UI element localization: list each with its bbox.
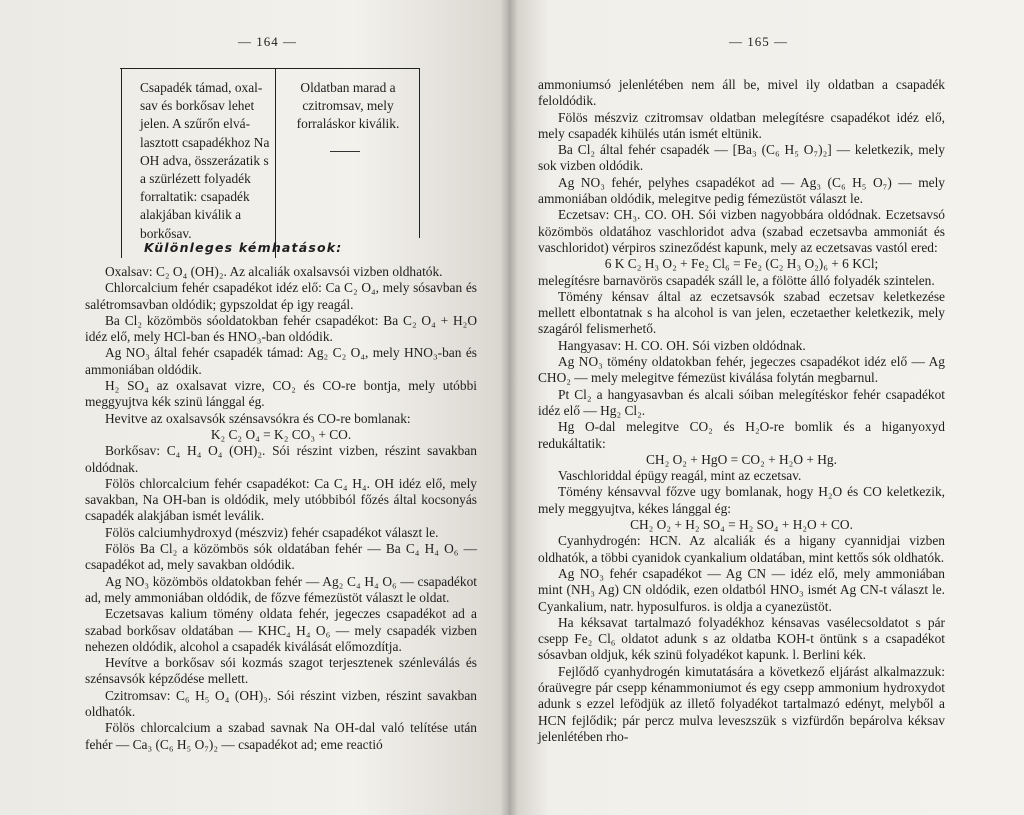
paragraph: Eczetsavas kalium tömény oldata fehér, jegeczes csapadékot ad a szabad borkősav oldatában — KHC₄ H₄ O₆ — mely csapadék vizben nehezen oldódik, alcohol a csapadék kiválását előmozdítja.: [85, 606, 477, 654]
paragraph: Fölös mészviz czitromsav oldatban melegítésre csapadékot idéz elő, mely csapadék kihülés után ismét eltünik.: [538, 109, 945, 141]
paragraph: Eczetsav: CH₃. CO. OH. Sói vizben nagyobbára oldódnak. Eczetsavsó közömbös oldatához vaschloridot adva (szabad eczetsavba ammoniát és vaschloridot) vérpiros szineződést kapunk, mely az eczetsavas vastól ered:: [538, 207, 945, 255]
paragraph: Fölös chlorcalcium a szabad savnak Na OH-dal való telítése után fehér — Ca₃ (C₆ H₅ O₇)₂ — csapadékot ad; eme reactió: [85, 720, 477, 752]
paragraph: Fölös calciumhydroxyd (mészviz) fehér csapadékot választ le.: [105, 524, 439, 540]
paragraph: Ag NO₃ tömény oldatokban fehér, jegeczes csapadékot idéz elő — Ag CHO₂ — mely melegitve fémezüst kiválása folytán megbarnul.: [538, 354, 945, 386]
table-column-divider: [275, 68, 276, 258]
short-divider: [330, 151, 360, 152]
paragraph: Hg O-dal melegitve CO₂ és H₂O-re bomlik és a higanyoxyd redukáltatik:: [538, 419, 945, 451]
paragraph: Pt Cl₂ a hangyasavban és alcali sóiban melegítéskor fehér csapadékot idéz elő — Hg₂ Cl₂.: [538, 386, 945, 418]
right-body-text: [538, 77, 945, 745]
equation: CH₂ O₂ + H₂ SO₄ = H₂ SO₄ + H₂O + CO.: [630, 517, 853, 533]
paragraph: Cyanhydrogén: HCN. Az alcaliák és a higany cyannidjai vizben oldhatók, a többi cyanidok cyankalium oldatában, mint kettős sók oldhatók.: [538, 533, 945, 565]
paragraph: Czitromsav: C₆ H₅ O₄ (OH)₃. Sói részint vizben, részint savakban oldhatók.: [85, 687, 477, 720]
paragraph: Hevitve az oxalsavsók szénsavsókra és CO-re bomlanak:: [105, 410, 411, 426]
paragraph: Fölös chlorcalcium fehér csapadékot: Ca C₄ H₄. OH idéz elő, mely savakban, Na OH-ban is oldódik, mely utóbbiból főzés által kocsonyás csapadék alakjában ismét leválik.: [85, 475, 477, 524]
table-top-rule: [120, 68, 420, 69]
table-left-rule: [121, 68, 122, 258]
paragraph: Ag NO₃ által fehér csapadék támad: Ag₂ C₂ O₄, mely HNO₃-ban és ammoniában oldódik.: [85, 345, 477, 377]
paragraph: ammoniumsó jelenlétében nem áll be, mivel ily oldatban a csapadék feloldódik.: [538, 77, 945, 109]
paragraph: Ba Cl₂ által fehér csapadék — [Ba₃ (C₆ H₅ O₇)₂] — keletkezik, mely sok vizben oldódik.: [538, 142, 945, 174]
paragraph: Borkősav: C₄ H₄ O₄ (OH)₂. Sói részint vizben, részint savakban oldódnak.: [85, 443, 477, 475]
page-number: — 164 —: [238, 34, 297, 49]
paragraph: Tömény kénsavval főzve ugy bomlanak, hogy H₂O és CO keletkezik, mely meggyujtva, kékes lánggal ég:: [538, 484, 945, 516]
paragraph: Ag NO₃ fehér, pelyhes csapadékot ad — Ag₃ (C₆ H₅ O₇) — mely ammoniában oldódik, melegitve pedig fémezüstöt választ le.: [538, 174, 945, 207]
section-heading: Különleges kémhatások:: [144, 240, 343, 255]
equation: K₂ C₂ O₄ = K₂ CO₃ + CO.: [210, 426, 352, 442]
paragraph: Hevítve a borkősav sói kozmás szagot terjesztenek szénleválás és szénsavsók képződése mellett.: [85, 655, 477, 687]
table-cell-solution: Oldatban marad a czitromsav, mely forraláskor kiválik.: [296, 80, 400, 132]
page-number: — 165 —: [729, 34, 788, 49]
paragraph: Tömény kénsav által az eczetsavsók szabad eczetsav keletkezése mellett elbontatnak s ha alcohol is van jelen, eczetaether keletkezik, mely szagáról felismerhető.: [538, 288, 945, 337]
right-page: [509, 0, 1024, 815]
paragraph: Vaschloriddal épügy reagál, mint az eczetsav.: [558, 468, 802, 484]
paragraph: Ba Cl₂ közömbös sóoldatokban fehér csapadékot: Ba C₂ O₄ + H₂O idéz elő, mely HCl-ban és HNO₃-ban oldódik.: [85, 312, 477, 345]
paragraph: Ag NO₃ közömbös oldatokban fehér — Ag₂ C₄ H₄ O₆ — csapadékot ad, mely ammoniában oldódik, de főzve fémezüstöt választ le oldat.: [85, 573, 477, 605]
table-right-rule: [419, 68, 420, 238]
paragraph: Fölös Ba Cl₂ a közömbös sók oldatában fehér — Ba C₄ H₄ O₆ — csapadékot ad, mely savakban oldódik.: [85, 541, 477, 573]
paragraph: H₂ SO₄ az oxalsavat vizre, CO₂ és CO-re bontja, mely utóbbi meggyujtva kék szinü lánggal ég.: [85, 378, 477, 410]
paragraph: Ha kéksavat tartalmazó folyadékhoz kénsavas vasélecsoldatot s pár csepp Fe₂ Cl₆ oldatot adunk s az oldatba KOH-t öntünk s a csapadékot sósavban oldjuk, kék szinü folyadékot kapunk. l. Berlini kék.: [538, 614, 945, 663]
paragraph: Ag NO₃ fehér csapadékot — Ag CN — idéz elő, mely ammoniában mint (NH₃ Ag) CN oldódik, ezen oldatból HNO₃ ismét Ag CN-t választ le. Cyankalium, natr. hyposulfuros. is oldja a cyanezüstöt.: [538, 565, 945, 614]
paragraph: Chlorcalcium fehér csapadékot idéz elő: Ca C₂ O₄, mely sósavban és salétromsavban oldódik; gypszoldat ép igy reagál.: [85, 280, 477, 312]
left-page: [0, 0, 509, 815]
paragraph: melegítésre barnavörös csapadék száll le, a fölötte álló folyadék szintelen.: [538, 272, 935, 288]
paragraph: Fejlődő cyanhydrogén kimutatására a következő eljárást alkalmazzuk: óraüvegre pár csepp kénammoniumot és egy csepp ammonium hydroxydot adunk s ezzel lefödjük az illető folyadékot tartalmazó edényt, melyből a HCN fejlődik; pár percz mulva leveszszük s vizfürdőn bepárolva kéksav jelenlétében rho-: [538, 663, 945, 744]
equation: CH₂ O₂ + HgO = CO₂ + H₂O + Hg.: [646, 451, 837, 467]
equation: 6 K C₂ H₃ O₂ + Fe₂ Cl₆ = Fe₂ (C₂ H₃ O₂)₆ + 6 KCl;: [604, 256, 879, 272]
book-spine: [500, 0, 518, 815]
paragraph: Hangyasav: H. CO. OH. Sói vizben oldódnak.: [558, 337, 806, 353]
left-body-text: [85, 264, 477, 753]
table-cell-precipitate: Csapadék támad, oxalsav és borkősav lehet jelen. A szűrőn elválasztott csapadékhoz Na OH adva, összerázatik s a szürlézett folyadék forraltatik: csapadék alakjában kiválik a borkősav.: [140, 80, 270, 241]
paragraph: Oxalsav: C₂ O₄ (OH)₂. Az alcaliák oxalsavsói vizben oldhatók.: [105, 264, 443, 279]
